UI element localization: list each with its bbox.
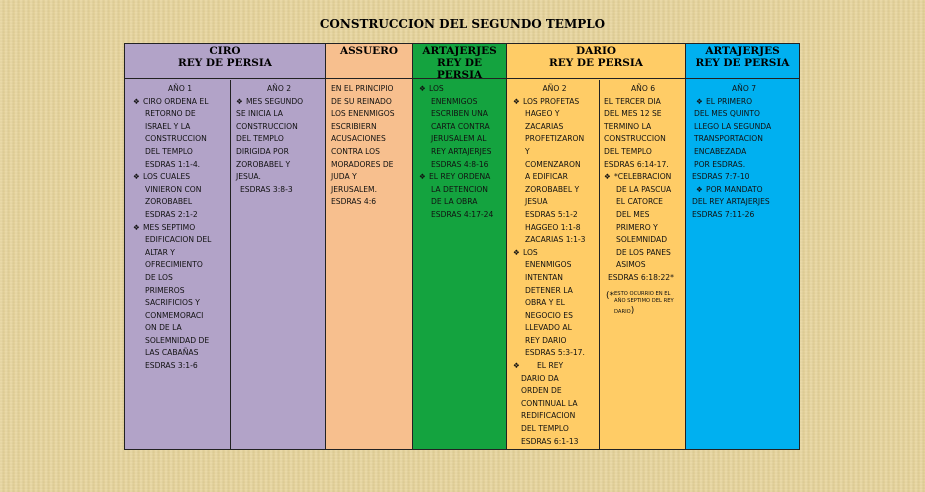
bullet-icon: ❖: [513, 247, 520, 257]
year-title: AÑO 7: [731, 84, 757, 93]
year-title: AÑO 6: [630, 84, 656, 93]
bullet-block: ❖ *CELEBRACION DE LA PASCUA EL CATORCE DEL MES PRIMERO Y SOLEMNIDAD DE LOS PANES ASIMOS ESDRAS 6:18:22*: [604, 172, 674, 282]
bullet-block: ❖ LOS ENENMIGOS INTENTAN DETENER LA OBRA Y EL NEGOCIO ES LLEVADO AL REY DARIO ESDRAS 5:3-17.: [513, 247, 585, 358]
bullet-icon: ❖: [133, 222, 140, 232]
bullet-icon: ❖: [696, 184, 703, 194]
bullet-icon: ❖: [513, 361, 520, 371]
ciro-year2: [231, 81, 325, 449]
dario-year6: AÑO 6 EL TERCER DIA DEL MES 12 SE TERMINO LA CONSTRUCCION DEL TEMPLO ESDRAS 6:14-17. ❖ *CELEBRACION DE LA PASCUA EL CATORCE DEL MES PRIMERO Y SOLEMNIDAD DE LOS PANES ASIMOS ESDRAS 6:18:22* (* ESTO OCURRIO EN EL AÑO SEPTIMO DEL REY DARIO): [600, 81, 685, 449]
header-ciro-title: REY DE PERSIA: [178, 57, 272, 69]
bullet-block: ❖ EL REY DARIO DA ORDEN DE CONTINUAL LA REDIFICACION DEL TEMPLO ESDRAS 6:1-13: [513, 361, 579, 446]
page-title: CONSTRUCCION DEL SEGUNDO TEMPLO: [319, 17, 606, 31]
year-title: AÑO 2: [542, 84, 567, 93]
bullet-icon: ❖: [696, 96, 703, 106]
header-ciro-name: CIRO: [209, 45, 241, 57]
bullet-icon: ❖: [419, 84, 426, 93]
bullet-block: ❖ CIRO ORDENA EL RETORNO DE ISRAEL Y LA CONSTRUCCION DEL TEMPLO ESDRAS 1:1-4.: [133, 96, 209, 169]
header-artajerjes-1: ARTAJERJES REY DE PERSIA: [413, 44, 506, 79]
header-dario: DARIO REY DE PERSIA: [507, 44, 685, 79]
artajerjes-2-body: [686, 81, 799, 449]
bullet-block: ❖ LOS CUALES VINIERON CON ZOROBABEL ESDRAS 2:1-2: [133, 172, 202, 219]
timeline-table: [124, 43, 800, 450]
bullet-block: ❖ POR MANDATO DEL REY ARTAJERJES ESDRAS 7:11-26: [692, 184, 770, 219]
bullet-block: ❖ MES SEGUNDO SE INICIA LA CONSTRUCCION DEL TEMPLO DIRIGIDA POR ZOROBABEL Y JESUA. ESDRAS 3:8-3: [236, 96, 304, 194]
header-asuero: ASSUERO: [326, 44, 412, 79]
bullet-block: ❖ LOS PROFETAS HAGEO Y ZACARIAS PROFETIZARON Y COMENZARON A EDIFICAR ZOROBABEL Y JESUA ESDRAS 5:1-2 HAGGEO 1:1-8 ZACARIAS 1:1-3: [513, 96, 586, 245]
bullet-icon: ❖: [604, 172, 611, 182]
column-artajerjes-2: [686, 44, 799, 449]
bullet-icon: ❖: [513, 96, 520, 106]
footnote: (* ESTO OCURRIO EN EL AÑO SEPTIMO DEL REY DARIO): [606, 290, 674, 316]
column-dario: [507, 44, 685, 449]
bullet-icon: ❖: [419, 172, 426, 182]
dario-year2: [507, 81, 599, 449]
bullet-block: ❖ LOS ENENMIGOS ESCRIBEN UNA CARTA CONTRA JERUSALEM AL REY ARTAJERJES ESDRAS 4:8-16: [419, 84, 492, 169]
artajerjes-1-body: [413, 81, 506, 449]
bullet-icon: ❖: [236, 96, 243, 106]
ciro-year1: [125, 81, 230, 449]
header-ciro: [125, 44, 325, 79]
year-title: AÑO 2: [266, 84, 292, 93]
column-asuero: [326, 44, 412, 449]
bullet-icon: ❖: [133, 96, 140, 106]
bullet-block: ❖ EL REY ORDENA LA DETENCION DE LA OBRA ESDRAS 4:17-24: [419, 172, 494, 219]
year-title: AÑO 1: [167, 84, 193, 93]
bullet-block: ❖ MES SEPTIMO EDIFICACION DEL ALTAR Y OFRECIMIENTO DE LOS PRIMEROS SACRIFICIOS Y CONMEMORACI ON DE LA SOLEMNIDAD DE LAS CABAÑAS ESDRAS 3:1-6: [133, 222, 212, 371]
asuero-body: EN EL PRINCIPIO DE SU REINADO LOS ENENMIGOS ESCRIBIERN ACUSACIONES CONTRA LOS MORADORES DE JUDA Y JERUSALEM. ESDRAS 4:6: [331, 84, 395, 207]
column-ciro: [125, 44, 325, 449]
bullet-icon: ❖: [133, 172, 140, 182]
column-artajerjes-1: [413, 44, 506, 449]
bullet-block: ❖ EL PRIMERO DEL MES QUINTO LLEGO LA SEGUNDA TRANSPORTACION ENCABEZADA POR ESDRAS. ESDRAS 7:7-10: [692, 96, 772, 182]
header-artajerjes-2: ARTAJERJES REY DE PERSIA: [686, 44, 799, 79]
